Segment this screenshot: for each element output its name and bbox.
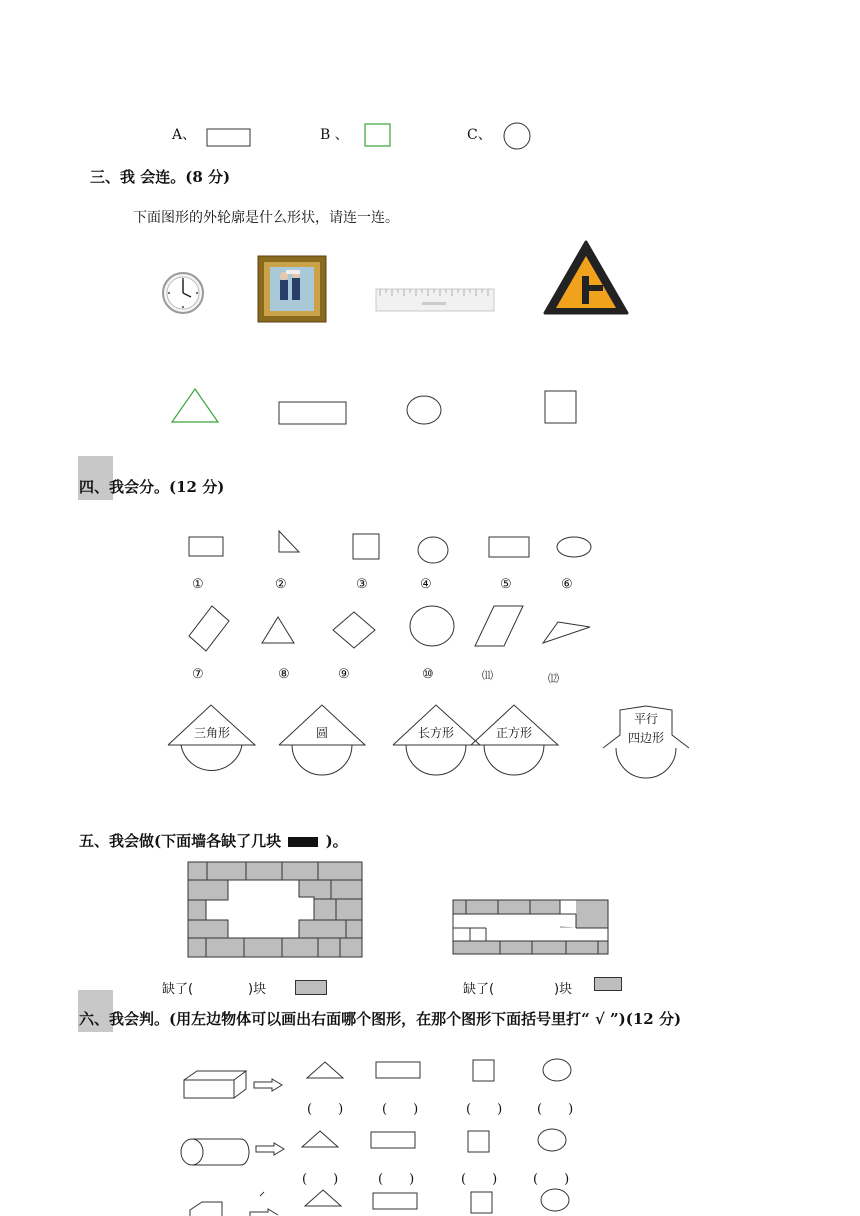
arrow-icon bbox=[254, 1079, 282, 1091]
row2-triangle bbox=[302, 1131, 338, 1147]
row3-circle bbox=[541, 1189, 569, 1211]
row3-rectangle bbox=[373, 1193, 417, 1209]
option-a-label: A、 bbox=[172, 127, 197, 143]
missing-label-left-b: )块 bbox=[248, 982, 267, 997]
row2-rectangle bbox=[371, 1132, 415, 1148]
cylinder-object bbox=[181, 1139, 249, 1165]
label-2: ② bbox=[275, 577, 287, 592]
paren-r1-2[interactable]: ( ) bbox=[382, 1102, 419, 1117]
label-4: ④ bbox=[420, 577, 432, 592]
paren-r2-4[interactable]: ( ) bbox=[533, 1172, 570, 1187]
section6-heading-text: 我会判。(用左边物体可以画出右面哪个图形，在那个图形下面括号里打“ √ ”)(12 分) bbox=[109, 1010, 682, 1028]
row1-circle bbox=[543, 1059, 571, 1081]
option-c-label: C、 bbox=[467, 127, 492, 143]
row1-triangle bbox=[307, 1062, 343, 1078]
section3-instruction: 下面图形的外轮廓是什么形状，请连一连。 bbox=[133, 210, 399, 226]
missing-label-right-a: 缺了( bbox=[463, 982, 495, 997]
paren-r1-1[interactable]: ( ) bbox=[307, 1102, 344, 1117]
paren-r1-4[interactable]: ( ) bbox=[537, 1102, 574, 1117]
option-b-label: B 、 bbox=[320, 127, 349, 143]
row2-square bbox=[468, 1131, 489, 1152]
label-8: ⑧ bbox=[278, 667, 290, 682]
section4-heading-text: 我会分。(12 分) bbox=[109, 478, 225, 496]
section5-heading-b: )。 bbox=[325, 832, 348, 850]
label-3: ③ bbox=[356, 577, 368, 592]
label-5: ⑤ bbox=[500, 577, 512, 592]
row1-square bbox=[473, 1060, 494, 1081]
house-label-circle: 圆 bbox=[315, 726, 328, 740]
section5-heading-a: 五、我会做(下面墙各缺了几块 bbox=[79, 832, 282, 850]
label-12: ⑿ bbox=[548, 672, 559, 685]
house-label-parallelogram-2: 四边形 bbox=[627, 731, 664, 745]
label-1: ① bbox=[192, 577, 204, 592]
label-10: ⑩ bbox=[422, 667, 434, 682]
paren-r1-3[interactable]: ( ) bbox=[466, 1102, 503, 1117]
row1-rectangle bbox=[376, 1062, 420, 1078]
section4-heading-num: 四、 bbox=[79, 478, 110, 496]
arrow-icon-3 bbox=[250, 1209, 278, 1216]
row3-triangle bbox=[305, 1190, 341, 1206]
paren-r2-3[interactable]: ( ) bbox=[461, 1172, 498, 1187]
cuboid-object bbox=[184, 1071, 246, 1098]
label-11: ⑾ bbox=[482, 669, 493, 682]
section3-heading: 三、我 会连。(8 分) bbox=[90, 168, 231, 186]
section6-heading-num: 六、 bbox=[79, 1010, 110, 1028]
house-label-square: 正方形 bbox=[495, 726, 532, 740]
row2-circle bbox=[538, 1129, 566, 1151]
label-9: ⑨ bbox=[338, 667, 350, 682]
house-label-parallelogram-1: 平行 bbox=[633, 712, 658, 726]
label-6: ⑥ bbox=[561, 577, 573, 592]
row3-square bbox=[471, 1192, 492, 1213]
missing-label-left-a: 缺了( bbox=[162, 982, 194, 997]
missing-label-right-b: )块 bbox=[554, 982, 573, 997]
paren-r2-1[interactable]: ( ) bbox=[302, 1172, 339, 1187]
label-7: ⑦ bbox=[192, 667, 204, 682]
house-label-rectangle: 长方形 bbox=[417, 726, 454, 740]
paren-r2-2[interactable]: ( ) bbox=[378, 1172, 415, 1187]
arrow-icon-2 bbox=[256, 1143, 284, 1155]
house-label-triangle: 三角形 bbox=[193, 726, 230, 740]
